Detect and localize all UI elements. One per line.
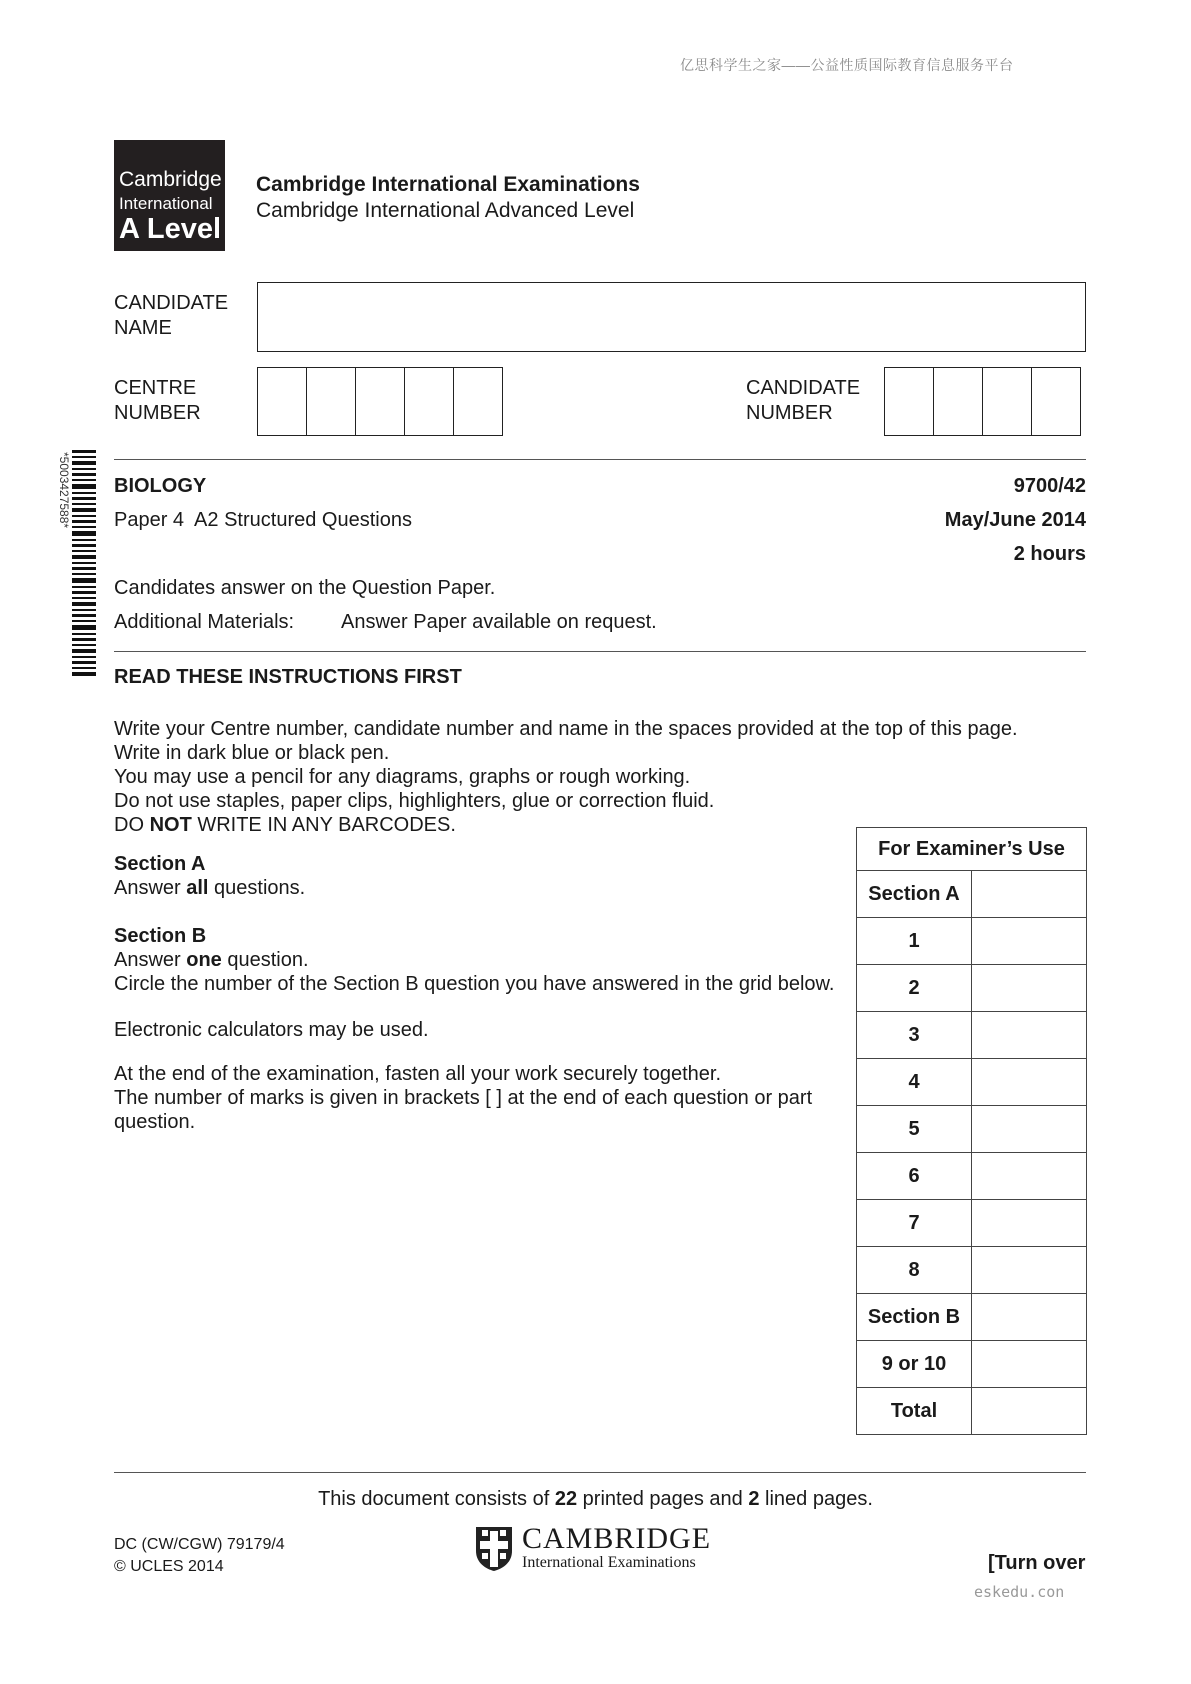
centre-number-label [114, 376, 201, 426]
section-b-heading: Section B [114, 925, 207, 947]
divider [114, 651, 1086, 652]
session: May/June 2014 [944, 509, 1086, 531]
instruction-line: Do not use staples, paper clips, highlighters, glue or correction fluid. [114, 790, 715, 812]
text-bold: all [186, 877, 209, 899]
section-a-instructions [114, 852, 844, 900]
text: printed pages and [577, 1488, 749, 1510]
copyright: © UCLES 2014 [114, 1558, 224, 1575]
digit-box[interactable] [884, 367, 934, 436]
label-line: NAME [114, 317, 172, 339]
digit-box[interactable] [982, 367, 1032, 436]
table-row [857, 1200, 1087, 1247]
table-row [857, 1106, 1087, 1153]
lined-pages: 2 [748, 1488, 760, 1510]
mark-cell[interactable] [972, 1200, 1087, 1247]
table-row [857, 1012, 1087, 1059]
mark-cell[interactable] [972, 1012, 1087, 1059]
row-label: Section B [857, 1294, 972, 1341]
a-level-logo [114, 140, 225, 251]
mark-cell[interactable] [972, 1059, 1087, 1106]
label-line: CENTRE [114, 377, 197, 399]
text: questions. [208, 877, 306, 899]
text: Answer [114, 877, 187, 899]
table-row [857, 1294, 1087, 1341]
answer-on: Candidates answer on the Question Paper. [114, 577, 496, 599]
text: lined pages. [759, 1488, 873, 1510]
section-a-heading: Section A [114, 853, 206, 875]
mark-cell[interactable] [972, 1153, 1087, 1200]
text: Answer [114, 949, 187, 971]
header-level: Cambridge International Advanced Level [256, 199, 635, 222]
subject: BIOLOGY [114, 475, 207, 497]
examiner-table-title: For Examiner’s Use [857, 828, 1087, 871]
candidate-number-label [746, 376, 860, 426]
barcode-image [52, 450, 96, 680]
row-label: 2 [857, 965, 972, 1012]
label-line: CANDIDATE [746, 377, 861, 399]
digit-box[interactable] [404, 367, 454, 436]
digit-box[interactable] [306, 367, 356, 436]
label-line: CANDIDATE [114, 292, 229, 314]
footer-reference [114, 1534, 285, 1578]
watermark-text: 亿思科学生之家——公益性质国际教育信息服务平台 [680, 57, 1014, 73]
digit-box[interactable] [453, 367, 503, 436]
mark-cell[interactable] [972, 1106, 1087, 1153]
divider [114, 1472, 1086, 1473]
row-label: 9 or 10 [857, 1341, 972, 1388]
barcode-number: *5003427588* [57, 452, 71, 529]
fasten-note: At the end of the examination, fasten all your work securely together. [114, 1063, 722, 1085]
digit-box[interactable] [257, 367, 307, 436]
mark-cell[interactable] [972, 1294, 1087, 1341]
divider [114, 459, 1086, 460]
logo-line-3: A Level [119, 213, 222, 245]
instruction-line: You may use a pencil for any diagrams, graphs or rough working. [114, 766, 691, 788]
materials-label: Additional Materials: [114, 611, 295, 633]
label-line: NUMBER [114, 402, 201, 424]
mark-cell[interactable] [972, 918, 1087, 965]
paper-title: Paper 4 A2 Structured Questions [114, 509, 412, 531]
section-a-line [114, 876, 844, 900]
label-line: NUMBER [746, 402, 833, 424]
logo-line-1: Cambridge [119, 168, 222, 191]
row-label: 8 [857, 1247, 972, 1294]
end-instructions [114, 1062, 844, 1134]
mark-cell[interactable] [972, 871, 1087, 918]
digit-box[interactable] [933, 367, 983, 436]
table-row [857, 1153, 1087, 1200]
page-count-note [0, 1488, 1191, 1511]
cambridge-subtitle: International Examinations [522, 1554, 696, 1571]
row-label: 5 [857, 1106, 972, 1153]
instructions-heading: READ THESE INSTRUCTIONS FIRST [114, 666, 462, 688]
instructions-block [114, 717, 1018, 837]
text: DO [114, 814, 150, 836]
row-label: Section A [857, 871, 972, 918]
examiner-use-table [856, 827, 1087, 1435]
section-b-line [114, 948, 844, 972]
header-org: Cambridge International Examinations [256, 173, 640, 196]
digit-box[interactable] [1031, 367, 1081, 436]
table-row [857, 1247, 1087, 1294]
mark-cell[interactable] [972, 965, 1087, 1012]
row-label: 3 [857, 1012, 972, 1059]
candidate-name-label [114, 291, 228, 341]
text: This document consists of [318, 1488, 555, 1510]
text-bold: one [186, 949, 222, 971]
section-b-instructions [114, 924, 844, 996]
marks-note: The number of marks is given in brackets [ ] at the end of each question or part question. [114, 1087, 813, 1133]
printed-pages: 22 [554, 1488, 578, 1510]
calculators-note: Electronic calculators may be used. [114, 1019, 429, 1041]
row-label: 6 [857, 1153, 972, 1200]
instruction-line: Write your Centre number, candidate number and name in the spaces provided at the top of this page. [114, 718, 1018, 740]
row-label: 4 [857, 1059, 972, 1106]
table-row [857, 871, 1087, 918]
mark-cell[interactable] [972, 1341, 1087, 1388]
digit-box[interactable] [355, 367, 405, 436]
doc-ref: DC (CW/CGW) 79179/4 [114, 1536, 285, 1553]
instruction-line: Write in dark blue or black pen. [114, 742, 390, 764]
turn-over: [Turn over [988, 1552, 1086, 1574]
mark-cell[interactable] [972, 1247, 1087, 1294]
row-label: Total [857, 1388, 972, 1435]
table-row [857, 1341, 1087, 1388]
text: WRITE IN ANY BARCODES. [191, 814, 456, 836]
materials-value: Answer Paper available on request. [341, 611, 657, 633]
site-watermark: eskedu.con [974, 1583, 1065, 1601]
cambridge-wordmark: CAMBRIDGE [522, 1522, 712, 1555]
row-label: 1 [857, 918, 972, 965]
logo-line-2: International [119, 194, 213, 213]
section-b-circle: Circle the number of the Section B question you have answered in the grid below. [114, 973, 835, 995]
table-row [857, 1059, 1087, 1106]
duration: 2 hours [1013, 543, 1086, 565]
centre-number-field[interactable] [258, 367, 503, 436]
paper-code: 9700/42 [1013, 475, 1086, 497]
candidate-name-field[interactable] [257, 282, 1086, 352]
table-row [857, 918, 1087, 965]
table-row [857, 1388, 1087, 1435]
cambridge-crest-icon [474, 1525, 514, 1573]
mark-cell[interactable] [972, 1388, 1087, 1435]
text-bold: NOT [149, 814, 192, 836]
candidate-number-field[interactable] [885, 367, 1081, 436]
text: question. [221, 949, 309, 971]
table-row [857, 965, 1087, 1012]
row-label: 7 [857, 1200, 972, 1247]
